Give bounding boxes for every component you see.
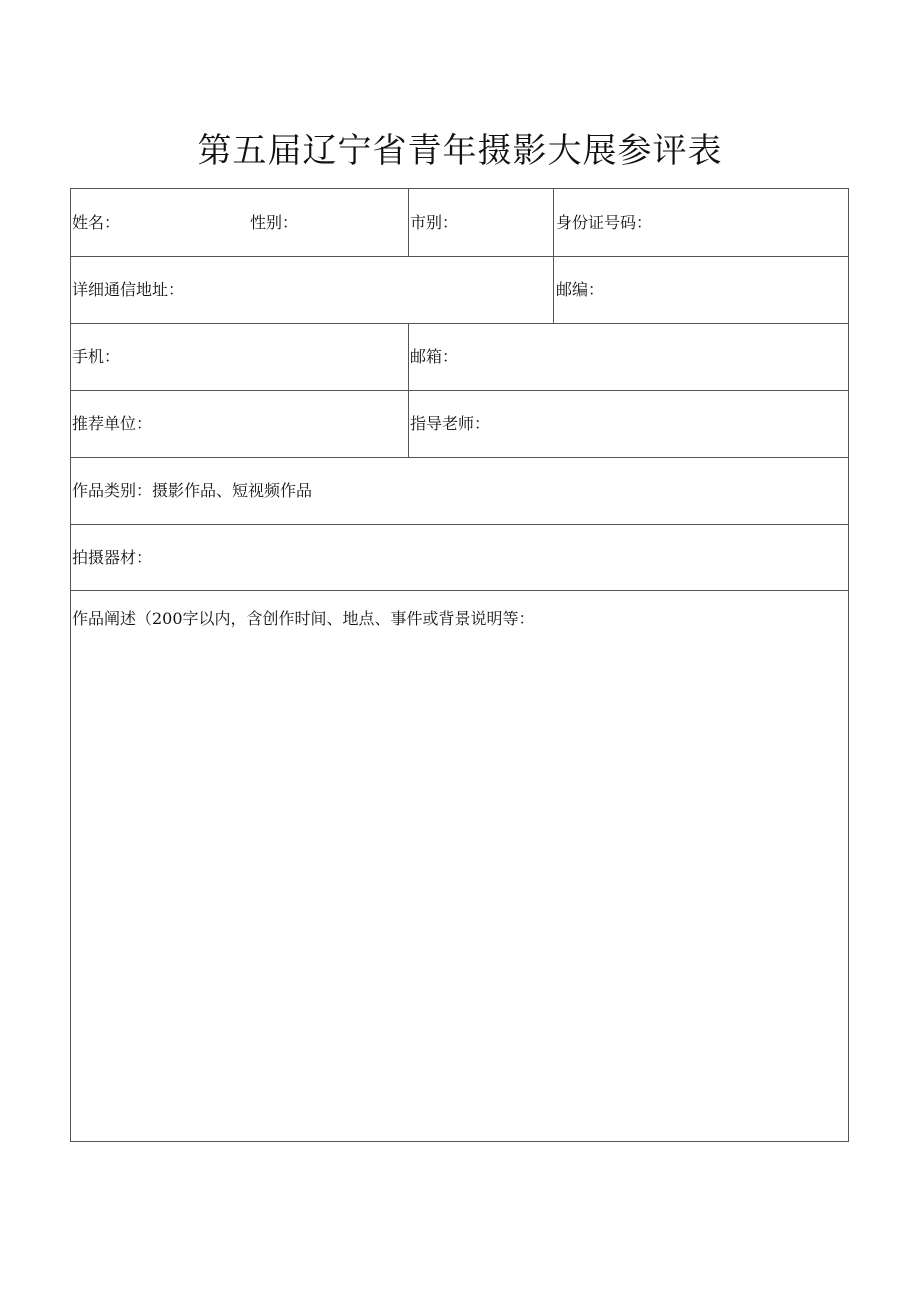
- name-field[interactable]: 姓名：: [72, 213, 121, 232]
- column-divider: [553, 189, 554, 323]
- work-category-field[interactable]: 作品类别：摄影作品、短视频作品: [72, 481, 313, 500]
- email-field[interactable]: 邮箱：: [410, 347, 459, 366]
- row-divider: [71, 390, 848, 391]
- recommending-org-field[interactable]: 推荐单位：: [72, 414, 153, 433]
- row-divider: [71, 323, 848, 324]
- column-divider: [408, 189, 409, 256]
- postcode-field[interactable]: 邮编：: [556, 280, 605, 299]
- instructor-field[interactable]: 指导老师：: [410, 414, 491, 433]
- row-divider: [71, 524, 848, 525]
- address-field[interactable]: 详细通信地址：: [72, 280, 185, 299]
- row-divider: [71, 590, 848, 591]
- entry-form-table: [70, 188, 849, 1142]
- equipment-field[interactable]: 拍摄器材：: [72, 548, 153, 567]
- gender-field[interactable]: 性别：: [250, 213, 299, 232]
- work-description-field[interactable]: 作品阐述（200字以内，含创作时间、地点、事件或背景说明等：: [72, 609, 535, 628]
- row-divider: [71, 256, 848, 257]
- page-title: 第五届辽宁省青年摄影大展参评表: [197, 131, 723, 171]
- row-divider: [71, 457, 848, 458]
- column-divider: [408, 323, 409, 457]
- phone-field[interactable]: 手机：: [72, 347, 121, 366]
- id-number-field[interactable]: 身份证号码：: [556, 213, 653, 232]
- city-field[interactable]: 市别：: [410, 213, 459, 232]
